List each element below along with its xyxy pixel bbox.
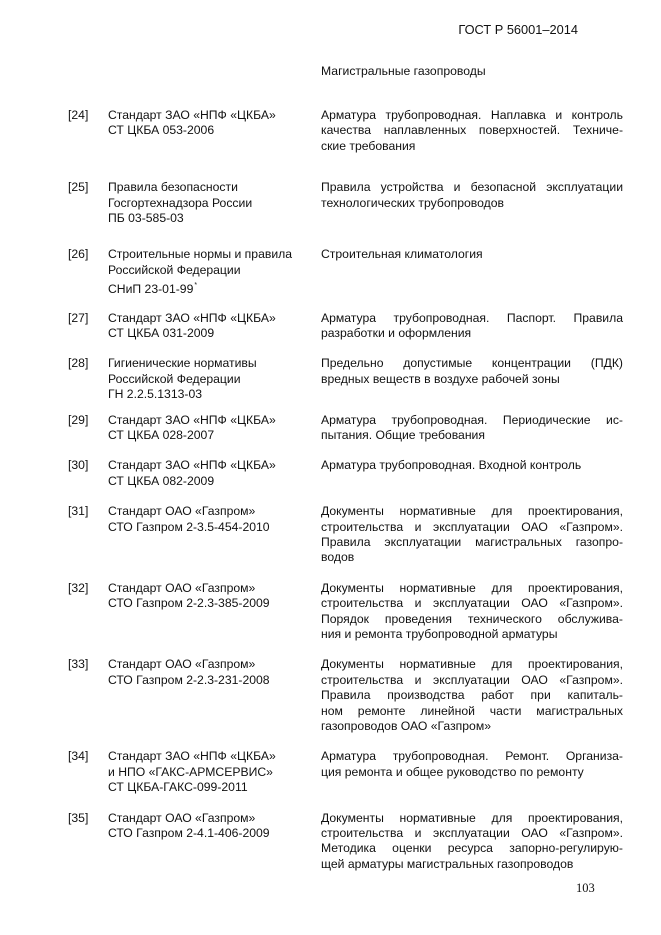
title-line: Правила устройства и безопасной эксплуатации: [321, 180, 623, 195]
entry-source: [108, 180, 313, 226]
entry-title: [321, 356, 623, 387]
title-line: вредных веществ в воздухе рабочей зоны: [321, 371, 560, 386]
source-line-text: Строительные нормы и правила: [108, 247, 293, 262]
source-line: [108, 520, 313, 535]
source-line: [108, 749, 313, 764]
source-line-text: Стандарт ОАО «Газпром»: [108, 657, 256, 672]
bibliography-entry: [0, 180, 661, 226]
title-line: строительства и эксплуатации ОАО «Газпром».: [321, 596, 623, 611]
title-line: строительства и эксплуатации ОАО «Газпром».: [321, 825, 623, 840]
source-line: [108, 581, 313, 596]
entry-title: [321, 180, 623, 211]
title-line: газопроводов ОАО «Газпром»: [321, 718, 491, 733]
title-line: строительства и эксплуатации ОАО «Газпром».: [321, 672, 623, 687]
source-line-text: Российской Федерации: [108, 371, 241, 386]
source-line: [108, 372, 313, 387]
source-line-text: и НПО «ГАКС-АРМСЕРВИС»: [108, 764, 273, 779]
source-line-text: СТ ЦКБА 053-2006: [108, 123, 215, 138]
source-line: [108, 123, 313, 138]
entry-title: [321, 657, 623, 734]
source-line-text: СТО Газпром 2-2.3-385-2009: [108, 596, 270, 611]
bibliography-entry: [0, 458, 661, 489]
entry-source: [108, 811, 313, 842]
entry-title: [321, 413, 623, 444]
source-line-text: СТ ЦКБА 031-2009: [108, 325, 215, 340]
source-line: [108, 657, 313, 672]
bibliography-list: [0, 108, 661, 872]
entry-source: [108, 413, 313, 444]
source-line: [108, 780, 313, 795]
source-line-text: ГН 2.2.5.1313-03: [108, 387, 203, 402]
source-line: [108, 428, 313, 443]
source-line: [108, 278, 313, 297]
entry-source: [108, 108, 313, 139]
entry-title: [321, 311, 623, 342]
source-line-text: ПБ 03-585-03: [108, 211, 184, 225]
title-line: Документы нормативные для проектирования,: [321, 657, 623, 672]
footnote-mark: *: [194, 282, 198, 290]
entry-number: [26]: [68, 247, 89, 262]
source-line-text: СНиП 23-01-99: [108, 282, 194, 297]
source-line: [108, 247, 313, 262]
entry-source: [108, 458, 313, 489]
title-line: ном ремонте линейной части магистральных: [321, 703, 623, 718]
entry-source: [108, 657, 313, 688]
title-line: ция ремонта и общее руководство по ремонту: [321, 764, 584, 779]
source-line-text: Стандарт ЗАО «НПФ «ЦКБА»: [108, 749, 276, 764]
bibliography-entry: [0, 504, 661, 566]
source-line-text: Стандарт ЗАО «НПФ «ЦКБА»: [108, 108, 276, 122]
title-line: строительства и эксплуатации ОАО «Газпром».: [321, 519, 623, 534]
entry-title: [321, 458, 623, 473]
bibliography-entry: [0, 413, 661, 444]
title-line: качества наплавленных поверхностей. Техниче-: [321, 123, 623, 138]
source-line: [108, 326, 313, 341]
source-line-text: Стандарт ОАО «Газпром»: [108, 504, 256, 519]
source-line-text: СТО Газпром 2-3.5-454-2010: [108, 519, 270, 534]
entry-number: [28]: [68, 356, 89, 371]
entry-number: [27]: [68, 310, 89, 325]
title-line: щей арматуры магистральных газопроводов: [321, 856, 574, 871]
entry-title: [321, 749, 623, 780]
entry-number: [35]: [68, 810, 89, 825]
source-line: [108, 765, 313, 780]
title-line: Предельно допустимые концентрации (ПДК): [321, 356, 623, 371]
source-line: [108, 356, 313, 371]
document-code-header: ГОСТ Р 56001–2014: [458, 22, 578, 37]
source-line-text: Стандарт ОАО «Газпром»: [108, 810, 256, 825]
source-line: [108, 596, 313, 611]
title-line: водов: [321, 550, 355, 565]
title-line: разработки и оформления: [321, 325, 472, 340]
title-line: ские требования: [321, 138, 416, 153]
source-line: [108, 311, 313, 326]
source-line: [108, 458, 313, 473]
source-line-text: СТО Газпром 2-4.1-406-2009: [108, 825, 270, 840]
source-line-text: СТ ЦКБА-ГАКС-099-2011: [108, 780, 248, 795]
source-line: [108, 474, 313, 489]
bibliography-entry: [0, 108, 661, 154]
entry-title: [321, 108, 623, 154]
source-line: [108, 826, 313, 841]
title-line: Правила эксплуатации магистральных газопро-: [321, 534, 623, 549]
entry-title: [321, 247, 623, 262]
bibliography-entry: [0, 811, 661, 873]
entry-source: [108, 581, 313, 612]
source-line: [108, 504, 313, 519]
bibliography-entry: [0, 581, 661, 643]
title-line: Строительная климатология: [321, 247, 483, 262]
title-line: Документы нормативные для проектирования,: [321, 504, 623, 519]
title-line: Документы нормативные для проектирования,: [321, 810, 623, 825]
source-line-text: СТ ЦКБА 028-2007: [108, 427, 215, 442]
entry-number: [24]: [68, 108, 89, 122]
entry-source: [108, 504, 313, 535]
entry-number: [33]: [68, 657, 89, 672]
entry-source: [108, 356, 313, 402]
entry-number: [31]: [68, 504, 89, 519]
entry-source: [108, 247, 313, 297]
title-line: Арматура трубопроводная. Входной контроль: [321, 458, 582, 473]
source-line: [108, 263, 313, 278]
source-line-text: СТ ЦКБА 082-2009: [108, 473, 215, 488]
entry-number: [25]: [68, 180, 89, 195]
source-line: [108, 180, 313, 195]
entry-source: [108, 749, 313, 795]
source-line: [108, 387, 313, 402]
title-line: Методика оценки ресурса запорно-регулирую-: [321, 841, 623, 856]
entry-title: [321, 581, 623, 643]
title-line: Правила производства работ при капиталь-: [321, 688, 623, 703]
title-line: Арматура трубопроводная. Паспорт. Правила: [321, 310, 623, 325]
bibliography-entry: [0, 657, 661, 734]
entry-number: [34]: [68, 749, 89, 764]
bibliography-entry: [0, 247, 661, 297]
bibliography-entry: [0, 311, 661, 342]
source-line-text: Российской Федерации: [108, 262, 241, 277]
source-line-text: Стандарт ЗАО «НПФ «ЦКБА»: [108, 412, 276, 427]
source-line: [108, 413, 313, 428]
title-line: Порядок проведения технического обслужива-: [321, 611, 623, 626]
source-line-text: Правила безопасности: [108, 180, 238, 195]
entry-number: [32]: [68, 580, 89, 595]
source-line: [108, 811, 313, 826]
title-line: ния и ремонта трубопроводной арматуры: [321, 626, 558, 641]
entry-source: [108, 311, 313, 342]
entry-number: [29]: [68, 412, 89, 427]
source-line-text: Стандарт ОАО «Газпром»: [108, 580, 256, 595]
source-line: [108, 108, 313, 123]
source-line: [108, 673, 313, 688]
entry-title: [321, 504, 623, 566]
title-line: Документы нормативные для проектирования,: [321, 580, 623, 595]
title-line: Арматура трубопроводная. Ремонт. Организа-: [321, 749, 623, 764]
source-line-text: Стандарт ЗАО «НПФ «ЦКБА»: [108, 310, 276, 325]
source-line: [108, 211, 313, 226]
title-line: Арматура трубопроводная. Наплавка и контроль: [321, 108, 623, 122]
page-number: 103: [576, 881, 595, 895]
source-line-text: Стандарт ЗАО «НПФ «ЦКБА»: [108, 458, 276, 473]
continued-entry-title: Магистральные газопроводы: [321, 64, 486, 78]
title-line: пытания. Общие требования: [321, 427, 485, 442]
source-line: [108, 196, 313, 211]
source-line-text: СТО Газпром 2-2.3-231-2008: [108, 672, 270, 687]
bibliography-entry: [0, 356, 661, 402]
entry-number: [30]: [68, 458, 89, 473]
source-line-text: Госгортехнадзора России: [108, 195, 253, 210]
entry-title: [321, 811, 623, 873]
bibliography-entry: [0, 749, 661, 795]
title-line: Арматура трубопроводная. Периодические ис-: [321, 412, 623, 427]
source-line-text: Гигиенические нормативы: [108, 356, 257, 371]
title-line: технологических трубопроводов: [321, 195, 504, 210]
